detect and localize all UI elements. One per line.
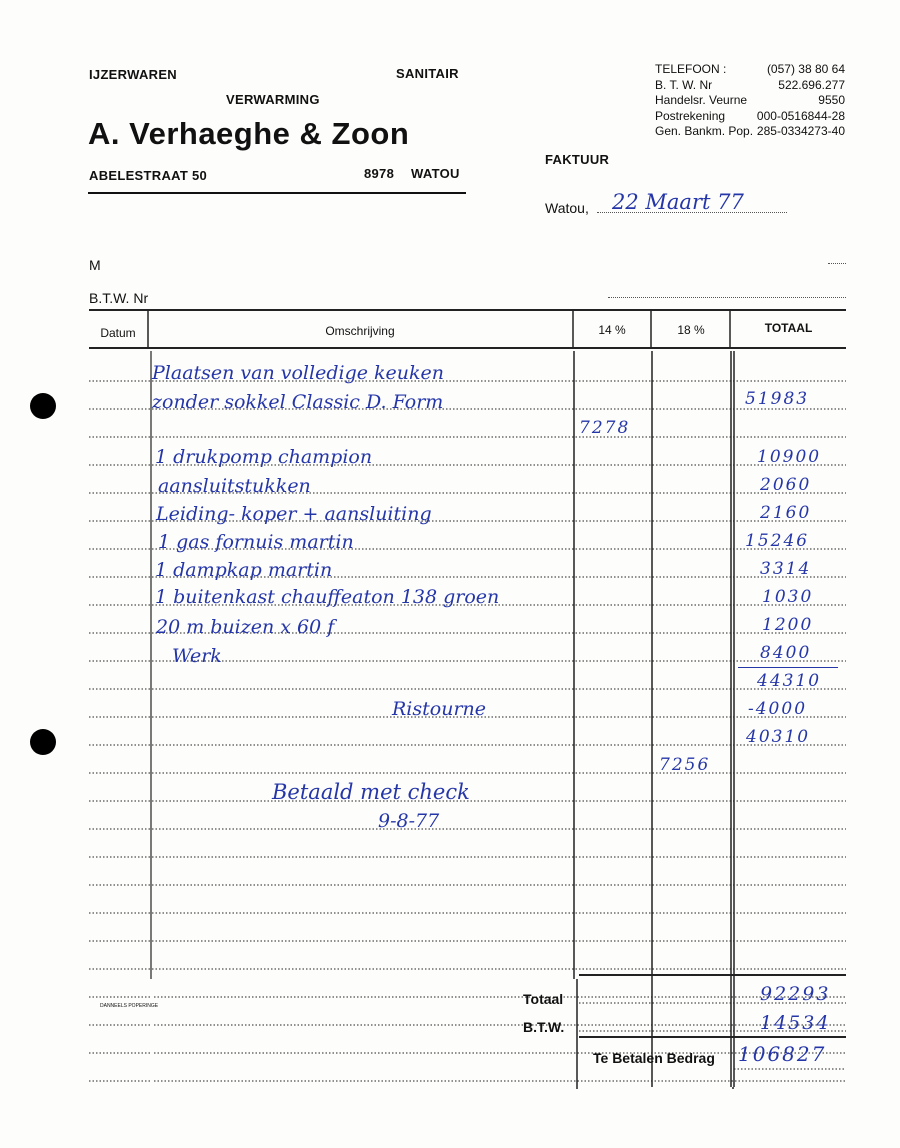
line-total: 2060 xyxy=(760,475,812,495)
letterhead-divider xyxy=(88,192,466,194)
line-desc: aansluitstukken xyxy=(158,475,311,497)
contact-block xyxy=(655,62,845,140)
line-desc: 1 buitenkast chauffeaton 138 groen xyxy=(155,586,500,608)
document-type: FAKTUUR xyxy=(545,152,610,167)
company-postal: 8978 xyxy=(364,166,395,181)
col-header-omschrijving: Omschrijving xyxy=(325,324,395,338)
category-sanitair: SANITAIR xyxy=(396,66,459,81)
col-header-14pct: 14 % xyxy=(598,323,626,337)
line-total: 15246 xyxy=(745,531,810,551)
contact-label: B. T. W. Nr xyxy=(655,77,713,92)
category-ijzerwaren: IJZERWAREN xyxy=(89,67,177,82)
place-label: Watou, xyxy=(545,200,589,216)
contact-label: Postrekening xyxy=(655,108,726,123)
line-desc: Ristourne xyxy=(392,698,487,720)
line-desc: zonder sokkel Classic D. Form xyxy=(152,391,444,413)
totaal-label: Totaal xyxy=(523,991,564,1007)
vat-label: B.T.W. Nr xyxy=(89,290,149,306)
line-total: -4000 xyxy=(748,699,808,719)
line-18pct: 7256 xyxy=(659,755,711,775)
totaal-value: 92293 xyxy=(760,983,831,1005)
invoice-date: 22 Maart 77 xyxy=(612,190,744,214)
contact-value: 9550 xyxy=(818,93,845,107)
company-name: A. Verhaeghe & Zoon xyxy=(88,116,410,151)
binder-hole-top xyxy=(30,393,56,419)
contact-row xyxy=(655,124,845,140)
pay-label: Te Betalen Bedrag xyxy=(593,1050,715,1066)
payment-note: Betaald met check xyxy=(272,780,470,804)
binder-hole-bottom xyxy=(30,729,56,755)
vat-dotted-line xyxy=(608,297,846,298)
line-14pct: 7278 xyxy=(579,418,631,438)
line-total: 44310 xyxy=(757,671,822,691)
btw-label: B.T.W. xyxy=(523,1019,565,1035)
pay-value: 106827 xyxy=(738,1042,827,1066)
contact-label: Gen. Bankm. Pop. xyxy=(655,124,754,138)
contact-value: (057) 38 80 64 xyxy=(766,62,845,76)
payment-date: 9-8-77 xyxy=(378,810,440,832)
line-total: 51983 xyxy=(745,389,810,409)
line-desc: Plaatsen van volledige keuken xyxy=(152,362,445,384)
line-desc: 1 dampkap martin xyxy=(155,559,333,581)
col-header-datum: Datum xyxy=(100,326,136,340)
line-desc: 1 gas fornuis martin xyxy=(158,531,354,553)
line-total: 1030 xyxy=(762,587,814,607)
contact-label: Handelsr. Veurne xyxy=(655,93,748,107)
contact-row xyxy=(655,109,845,125)
line-total: 1200 xyxy=(762,615,814,635)
line-total: 2160 xyxy=(760,503,812,523)
col-header-totaal: TOTAAL xyxy=(764,321,813,335)
contact-row xyxy=(655,62,845,78)
contact-row xyxy=(655,93,845,109)
contact-value: 000-0516844-28 xyxy=(756,108,845,123)
contact-value: 522.696.277 xyxy=(778,77,845,92)
recipient-dotted-line xyxy=(828,263,846,264)
subtotal-underline xyxy=(738,667,838,668)
btw-value: 14534 xyxy=(760,1012,831,1034)
company-city: WATOU xyxy=(411,166,460,181)
contact-value: 285-0334273-40 xyxy=(756,124,845,138)
line-total: 3314 xyxy=(760,559,812,579)
recipient-label: M xyxy=(89,257,101,273)
printer-mark: DANNEELS POPERINGE xyxy=(100,1003,159,1009)
col-header-18pct: 18 % xyxy=(677,323,705,337)
contact-row xyxy=(655,78,845,94)
contact-label: TELEFOON : xyxy=(655,62,727,76)
category-verwarming: VERWARMING xyxy=(226,92,320,107)
line-total: 10900 xyxy=(757,447,822,467)
line-desc: Leiding- koper + aansluiting xyxy=(156,503,432,525)
line-desc: 1 drukpomp champion xyxy=(155,446,373,468)
line-desc: Werk xyxy=(172,645,222,667)
line-desc: 20 m buizen x 60 f xyxy=(156,616,335,638)
company-street: ABELESTRAAT 50 xyxy=(89,168,208,183)
line-total: 40310 xyxy=(746,727,811,747)
line-total: 8400 xyxy=(760,643,812,663)
